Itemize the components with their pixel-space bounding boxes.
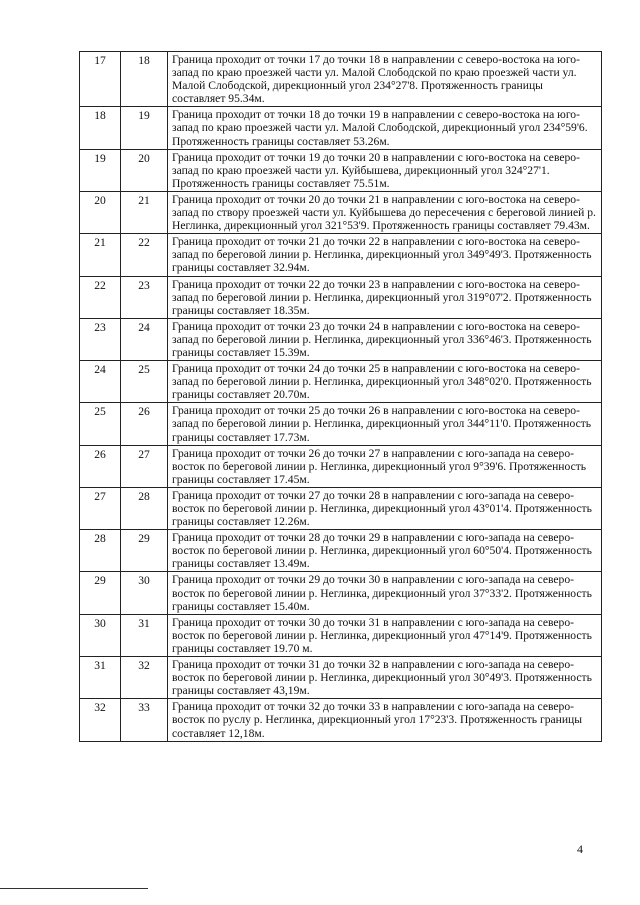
boundary-description-cell [168,530,602,572]
table-row [80,572,602,614]
point-from-cell: 18 [80,107,121,149]
boundary-description-text: Граница проходит от точки 20 до точки 21 в направлении с юго-востока на северо-запад по створу проезжей части ул. Куйбышева до пересечения с береговой линией р. Неглинка, дирекционный угол 321°53'9. Протяженность границы составляет 79.43м. [172,192,596,233]
boundary-description-cell [168,191,602,233]
point-to-cell: 25 [121,361,168,403]
boundary-description-cell [168,614,602,656]
point-from-cell: 24 [80,361,121,403]
point-from-cell: 17 [80,52,121,107]
table-row [80,276,602,318]
point-to-cell: 20 [121,149,168,191]
table-row [80,487,602,529]
boundary-table-body [80,52,602,742]
boundary-description-table [79,51,602,742]
point-from-cell: 28 [80,530,121,572]
point-to-cell: 30 [121,572,168,614]
point-from-cell: 20 [80,191,121,233]
boundary-description-cell [168,699,602,741]
table-row [80,234,602,276]
point-from-cell: 31 [80,657,121,699]
boundary-description-cell [168,234,602,276]
boundary-description-cell [168,52,602,107]
boundary-description-text: Граница проходит от точки 18 до точки 19 в направлении с северо-востока на юго-запад по краю проезжей части ул. Малой Слободской, дирекционный угол 234°59'6. Протяженность границы составляет 53.26м. [172,108,588,148]
point-from-cell: 22 [80,276,121,318]
boundary-description-text: Граница проходит от точки 29 до точки 30 в направлении с юго-запада на северо-восток по береговой линии р. Неглинка, дирекционный угол 37°33'2. Протяженность границы составляет 15.40м. [172,573,592,613]
table-row [80,530,602,572]
table-row [80,318,602,360]
boundary-description-text: Граница проходит от точки 31 до точки 32 в направлении с юго-запада на северо-восток по береговой линии р. Неглинка, дирекционный угол 30°49'3. Протяженность границы составляет 43,19м. [172,658,592,698]
point-to-cell: 21 [121,191,168,233]
point-to-cell: 24 [121,318,168,360]
boundary-description-cell [168,403,602,445]
point-from-cell: 26 [80,445,121,487]
boundary-description-cell [168,445,602,487]
point-from-cell: 27 [80,487,121,529]
boundary-description-cell [168,149,602,191]
table-row [80,614,602,656]
boundary-description-text: Граница проходит от точки 19 до точки 20 в направлении с юго-востока на северо-запад по краю проезжей части ул. Куйбышева, дирекционный угол 324°27'1. Протяженность границы составляет 75.51м. [172,150,580,190]
boundary-description-cell [168,107,602,149]
boundary-description-cell [168,318,602,360]
point-from-cell: 32 [80,699,121,741]
point-to-cell: 28 [121,487,168,529]
point-to-cell: 22 [121,234,168,276]
table-row [80,191,602,233]
boundary-description-cell [168,657,602,699]
point-to-cell: 26 [121,403,168,445]
point-to-cell: 23 [121,276,168,318]
point-to-cell: 31 [121,614,168,656]
point-from-cell: 23 [80,318,121,360]
point-to-cell: 33 [121,699,168,741]
table-row [80,361,602,403]
footer-divider [0,888,148,889]
table-row [80,445,602,487]
point-to-cell: 19 [121,107,168,149]
page-number: 4 [577,842,583,856]
table-row [80,699,602,741]
boundary-description-text: Граница проходит от точки 27 до точки 28 в направлении с юго-запада на северо-восток по береговой линии р. Неглинка, дирекционный угол 43°01'4. Протяженность границы составляет 12.26м. [172,488,592,529]
boundary-description-text: Граница проходит от точки 30 до точки 31 в направлении с юго-запада на северо-восток по береговой линии р. Неглинка, дирекционный угол 47°14'9. Протяженность границы составляет 19.70 м. [172,615,592,655]
boundary-description-text: Граница проходит от точки 22 до точки 23 в направлении с юго-востока на северо-запад по береговой линии р. Неглинка, дирекционный угол 319°07'2. Протяженность границы составляет 18.35м. [172,277,592,317]
boundary-description-text: Граница проходит от точки 32 до точки 33 в направлении с юго-запада на северо-восток по руслу р. Неглинка, дирекционный угол 17°23'3. Протяженность границы составляет 12,18м. [172,700,583,740]
point-to-cell: 32 [121,657,168,699]
boundary-description-cell [168,276,602,318]
point-from-cell: 19 [80,149,121,191]
point-from-cell: 30 [80,614,121,656]
boundary-description-text: Граница проходит от точки 21 до точки 22 в направлении с юго-востока на северо-запад по береговой линии р. Неглинка, дирекционный угол 349°49'3. Протяженность границы составляет 32.94м. [172,235,592,275]
point-from-cell: 29 [80,572,121,614]
boundary-description-text: Граница проходит от точки 25 до точки 26 в направлении с юго-востока на северо-запад по береговой линии р. Неглинка, дирекционный угол 344°11'0. Протяженность границы составляет 17.73м. [172,404,592,444]
boundary-description-text: Граница проходит от точки 24 до точки 25 в направлении с юго-востока на северо-запад по береговой линии р. Неглинка, дирекционный угол 348°02'0. Протяженность границы составляет 20.70м. [172,362,592,402]
boundary-description-text: Граница проходит от точки 26 до точки 27 в направлении с юго-запада на северо-восток по береговой линии р. Неглинка, дирекционный угол 9°39'6. Протяженность границы составляет 17.45м. [172,446,587,486]
boundary-description-cell [168,487,602,529]
boundary-description-cell [168,361,602,403]
point-to-cell: 27 [121,445,168,487]
table-row [80,149,602,191]
table-row [80,403,602,445]
table-row [80,657,602,699]
boundary-description-cell [168,572,602,614]
point-from-cell: 21 [80,234,121,276]
boundary-description-text: Граница проходит от точки 28 до точки 29 в направлении с юго-запада на северо-восток по береговой линии р. Неглинка, дирекционный угол 60°50'4. Протяженность границы составляет 13.49м. [172,531,592,571]
point-from-cell: 25 [80,403,121,445]
boundary-description-text: Граница проходит от точки 23 до точки 24 в направлении с юго-востока на северо-запад по береговой линии р. Неглинка, дирекционный угол 336°46'3. Протяженность границы составляет 15.39м. [172,319,592,359]
table-row [80,52,602,107]
boundary-description-text: Граница проходит от точки 17 до точки 18 в направлении с северо-востока на юго-запад по краю проезжей части ул. Малой Слободской по краю проезжей части ул. Малой Слободской, дирекционный угол 234°27'8. Протяженность границы составляет 95.34м. [172,53,580,106]
point-to-cell: 29 [121,530,168,572]
point-to-cell: 18 [121,52,168,107]
table-row [80,107,602,149]
